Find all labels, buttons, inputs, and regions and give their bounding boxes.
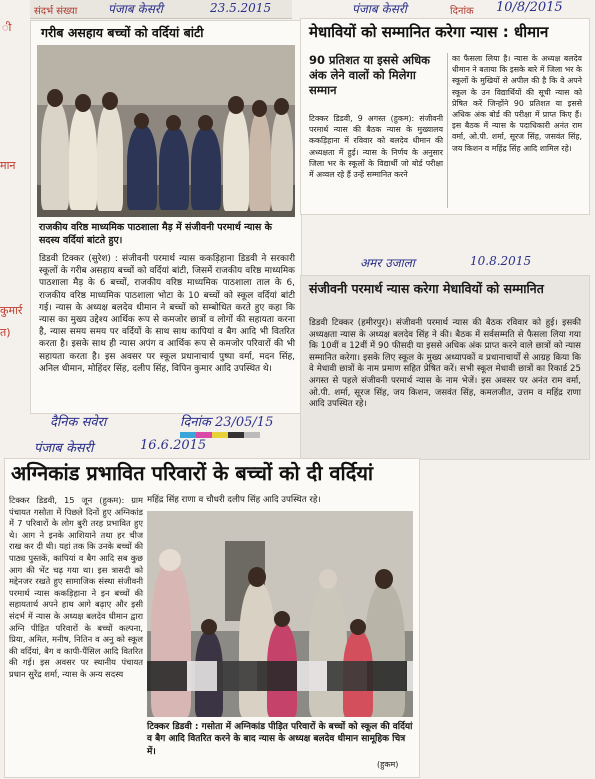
- news-clipping-fire-victims: [4, 458, 420, 778]
- clip4-caption: टिक्कर डिडवी : गसोता में अग्निकांड पीड़ित परिवारों के बच्चों को स्कूल की वर्दियां व बैग आदि वितरित करने के बाद न्यास के अध्यक्ष बलदेव धीमान सामूहिक चित्र में।: [147, 722, 413, 757]
- person-6-head: [274, 98, 289, 115]
- top-handwritten-date: 23.5.2015: [210, 1, 272, 15]
- clip3-body: डिडवी टिक्कर (हमीरपुर)। संजीवनी परमार्थ न्यास की बैठक रविवार को हुई। इसकी अध्यक्षता न्यास के अध्यक्ष बलदेव सिंह ने की। बैठक में सर्वसम्मति से फैसला लिया गया कि 10वीं व 12वीं में 90 फीसदी या इससे अधिक अंक प्राप्त करने वाले छात्रों को न्यास सम्मानित करेगा। इसके लिए स्कूल के मुख्य अध्यापकों व प्रधानाचार्यों से आग्रह किया कि वे मेधावी छात्रों के नाम प्रमाण सहित प्रेषित करें। सभी स्कूल मेधावी छात्रों का रिकार्ड 25 अगस्त से पहले संजीवनी परमार्थ न्यास के नाम भेजें। इस अवसर पर अनंत राम वर्मा, ओ.पी. शर्मा, सूरज सिंह, जय किशन, जसवंत सिंह, कमलजीत, उत्तम व महिंद्र राणा आदि उपस्थित रहे।: [309, 318, 581, 410]
- student-1: [127, 125, 157, 210]
- clip4-top-line: महिंद्र सिंह राणा व चौधरी दलीप सिंह आदि उपस्थित रहे।: [147, 495, 321, 505]
- clip2-date: 10/8/2015: [496, 0, 563, 15]
- mid-handwritten-paper-2: पंजाब केसरी: [34, 441, 94, 456]
- clip3-date: 10.8.2015: [470, 254, 532, 268]
- student-1-head: [134, 113, 149, 129]
- mid-handwritten-band: [30, 412, 300, 456]
- mid-handwritten-dated: दिनांक 23/05/15: [180, 415, 274, 430]
- person-2: [69, 105, 97, 210]
- clip4-caption-credit: (हुकम): [377, 760, 399, 769]
- man-2-head: [375, 569, 393, 589]
- clip2-left-column: टिक्कर डिडवी, 9 अगस्त (हुकम): संजीवनी परमार्थ न्यास की बैठक न्यास के मुख्यालय ककड़िहाना में रविवार को बलदेव धीमान की अध्यक्षता में हुई। न्यास के निर्णय के अनुसार जिला भर के स्कूलों के विद्यार्थी जो बोर्ड परीक्षा में अव्वल रहे हैं उन्हें सम्मानित करने: [309, 114, 443, 180]
- person-4-head: [228, 96, 244, 114]
- photo-wall: [37, 45, 295, 105]
- person-1: [41, 100, 69, 210]
- person-3-head: [102, 92, 118, 110]
- news-clipping-nyas-meeting: [300, 275, 590, 460]
- woman-head: [159, 549, 181, 571]
- clip2-right-column: का फैसला लिया है। न्यास के अध्यक्ष बलदेव धीमान ने बताया कि इसके बारे में जिला भर के स्कूलों के मुखियों से अपील की है कि वे अपने स्कूल के उन विद्यार्थियों की सूची न्यास को प्रेषित करें जिन्होंने 90 प्रतिशत या इससे अधिक अंक बोर्ड की परीक्षा में प्राप्त किए हैं। इस बैठक में न्यास के पदाधिकारी अनंत राम वर्मा, ओ.पी. शर्मा, सूरज सिंह, जसवंत सिंह, जय किशन व महिंद्र सिंह आदि शामिल रहे।: [452, 54, 582, 153]
- child-3-head: [350, 619, 366, 635]
- clip1-headline: गरीब असहाय बच्चों को वर्दियां बांटी: [41, 25, 204, 40]
- clip4-group-photo: [147, 511, 413, 717]
- top-date-strip: [30, 0, 292, 19]
- child-1-head: [201, 619, 217, 635]
- person-1-head: [47, 89, 63, 107]
- student-3-head: [198, 115, 213, 131]
- clip3-date-strip: [350, 254, 570, 272]
- elder-man-head: [319, 569, 337, 589]
- clip1-body: डिडवी टिक्कर (सुरेश) : संजीवनी परमार्थ न्यास ककड़िहाना डिडवी ने सरकारी स्कूलों के गरीब असहाय बच्चों को वर्दियां बांटी, जिसमें राजकीय वरिष्ठ माध्यमिक पाठशाला मैड़ के 6 बच्चों, राजकीय वरिष्ठ माध्यमिक पाठशाला ताल के 6, राजकीय वरिष्ठ माध्यमिक पाठशाला भोटा के 10 बच्चों को स्कूल वर्दियां बांटी गई। न्यास के अध्यक्ष बलदेव धीमान ने बच्चों को सम्बोधित करते हुए कहा कि न्यास का मुख्य उद्देश्य आर्थिक रूप से कमजोर छात्रों व लोगों की सहायता करना है, न्यास समय समय पर वर्दियों के साथ साथ कापियां व बैग आदि भी वितरित करता है। इसके साथ ही न्यास अपंग व आर्थिक रूप से कमजोर परिवारों की भी सहायता करता है। इस अवसर पर स्कूल प्रधानाचार्य पुष्पा वर्मा, मदन सिंह, अनिल धीमान, मोहिंदर सिंह, दलीप सिंह, विपिन कुमार आदि उपस्थित थे।: [39, 254, 295, 374]
- student-2-head: [166, 115, 181, 131]
- margin-text-c: कुमार्र: [0, 304, 23, 317]
- clip4-headline: अग्निकांड प्रभावित परिवारों के बच्चों को दी वर्दियां: [11, 461, 374, 485]
- mid-handwritten-date-2: 16.6.2015: [140, 438, 207, 453]
- reference-label: संदर्भ संख्या: [34, 6, 78, 17]
- mid-handwritten-paper: दैनिक सवेरा: [50, 415, 107, 430]
- clip1-group-photo: [37, 45, 295, 217]
- news-clipping-merit-honour: [300, 18, 590, 215]
- margin-text-a: ी: [2, 21, 12, 34]
- clip2-headline: मेधावियों को सम्मानित करेगा न्यास : धीमान: [309, 23, 549, 41]
- elder-man: [309, 583, 347, 717]
- clip3-headline: संजीवनी परमार्थ न्यास करेगा मेधावियों को सम्मानित: [309, 281, 544, 296]
- child-2-head: [274, 611, 290, 627]
- margin-text-d: त): [0, 326, 11, 339]
- margin-text-b: मान: [0, 159, 16, 172]
- woman-figure: [151, 561, 191, 717]
- person-3: [97, 103, 123, 211]
- man-1-head: [248, 567, 266, 587]
- clip2-handwritten-paper: पंजाब केसरी: [352, 2, 407, 16]
- clip2-date-strip: [300, 0, 588, 18]
- clip2-column-divider: [447, 53, 448, 208]
- person-5: [249, 111, 271, 211]
- clip1-caption: राजकीय वरिष्ठ माध्यमिक पाठशाला मैड़ में संजीवनी परमार्थ न्यास के सदस्य वर्दियां बांटते हुए।: [39, 222, 272, 246]
- student-2: [159, 127, 189, 210]
- person-4: [223, 107, 249, 211]
- uniform-bags-row: [147, 661, 413, 691]
- top-handwritten-paper: पंजाब केसरी: [108, 2, 163, 16]
- person-5-head: [252, 100, 267, 117]
- clip4-left-column: टिक्कर डिडवी, 15 जून (हुकम): ग्राम पंचायत गसोता में पिछले दिनों हुए अग्निकांड में 7 परिवारों के लोग बुरी तरह प्रभावित हुए थे। आग ने इनके आशियाने तथा हर चीज राख कर दी थी। यहां तक कि उनके बच्चों की पाठ्य पुस्तकें, कापियां व बैग आदि सब कुछ आग की भेंट चढ़ गया था। इस त्रासदी को मद्देनजर रखते हुए सामाजिक संस्था संजीवनी परमार्थ न्यास ककड़िहाना ने इन बच्चों की सहायतार्थ अपने हाथ आगे बढ़ाए और इसी संदर्भ में न्यास के अध्यक्ष बलदेव धीमान द्वारा अग्नि पीड़ित परिवारों के बच्चों कल्पना, प्रिया, अमित, मनीष, नितिन व अनु को स्कूल की वर्दियां, बैग व कापी-पैंसिल आदि वितरित की गई। इस अवसर पर स्थानीय पंचायत प्रधान सुरेंद्र शर्मा, न्यास के अन्य सदस्य: [9, 495, 143, 679]
- student-3: [191, 127, 221, 210]
- clip3-handwritten-paper: अमर उजाला: [360, 256, 415, 270]
- clip2-date-label: दिनांक: [450, 6, 474, 17]
- news-clipping-uniform-distribution: [30, 20, 302, 414]
- person-6: [271, 109, 293, 211]
- clip2-subhead: 90 प्रतिशत या इससे अधिक अंक लेने वालों को मिलेगा सम्मान: [309, 53, 430, 97]
- person-2-head: [75, 94, 91, 112]
